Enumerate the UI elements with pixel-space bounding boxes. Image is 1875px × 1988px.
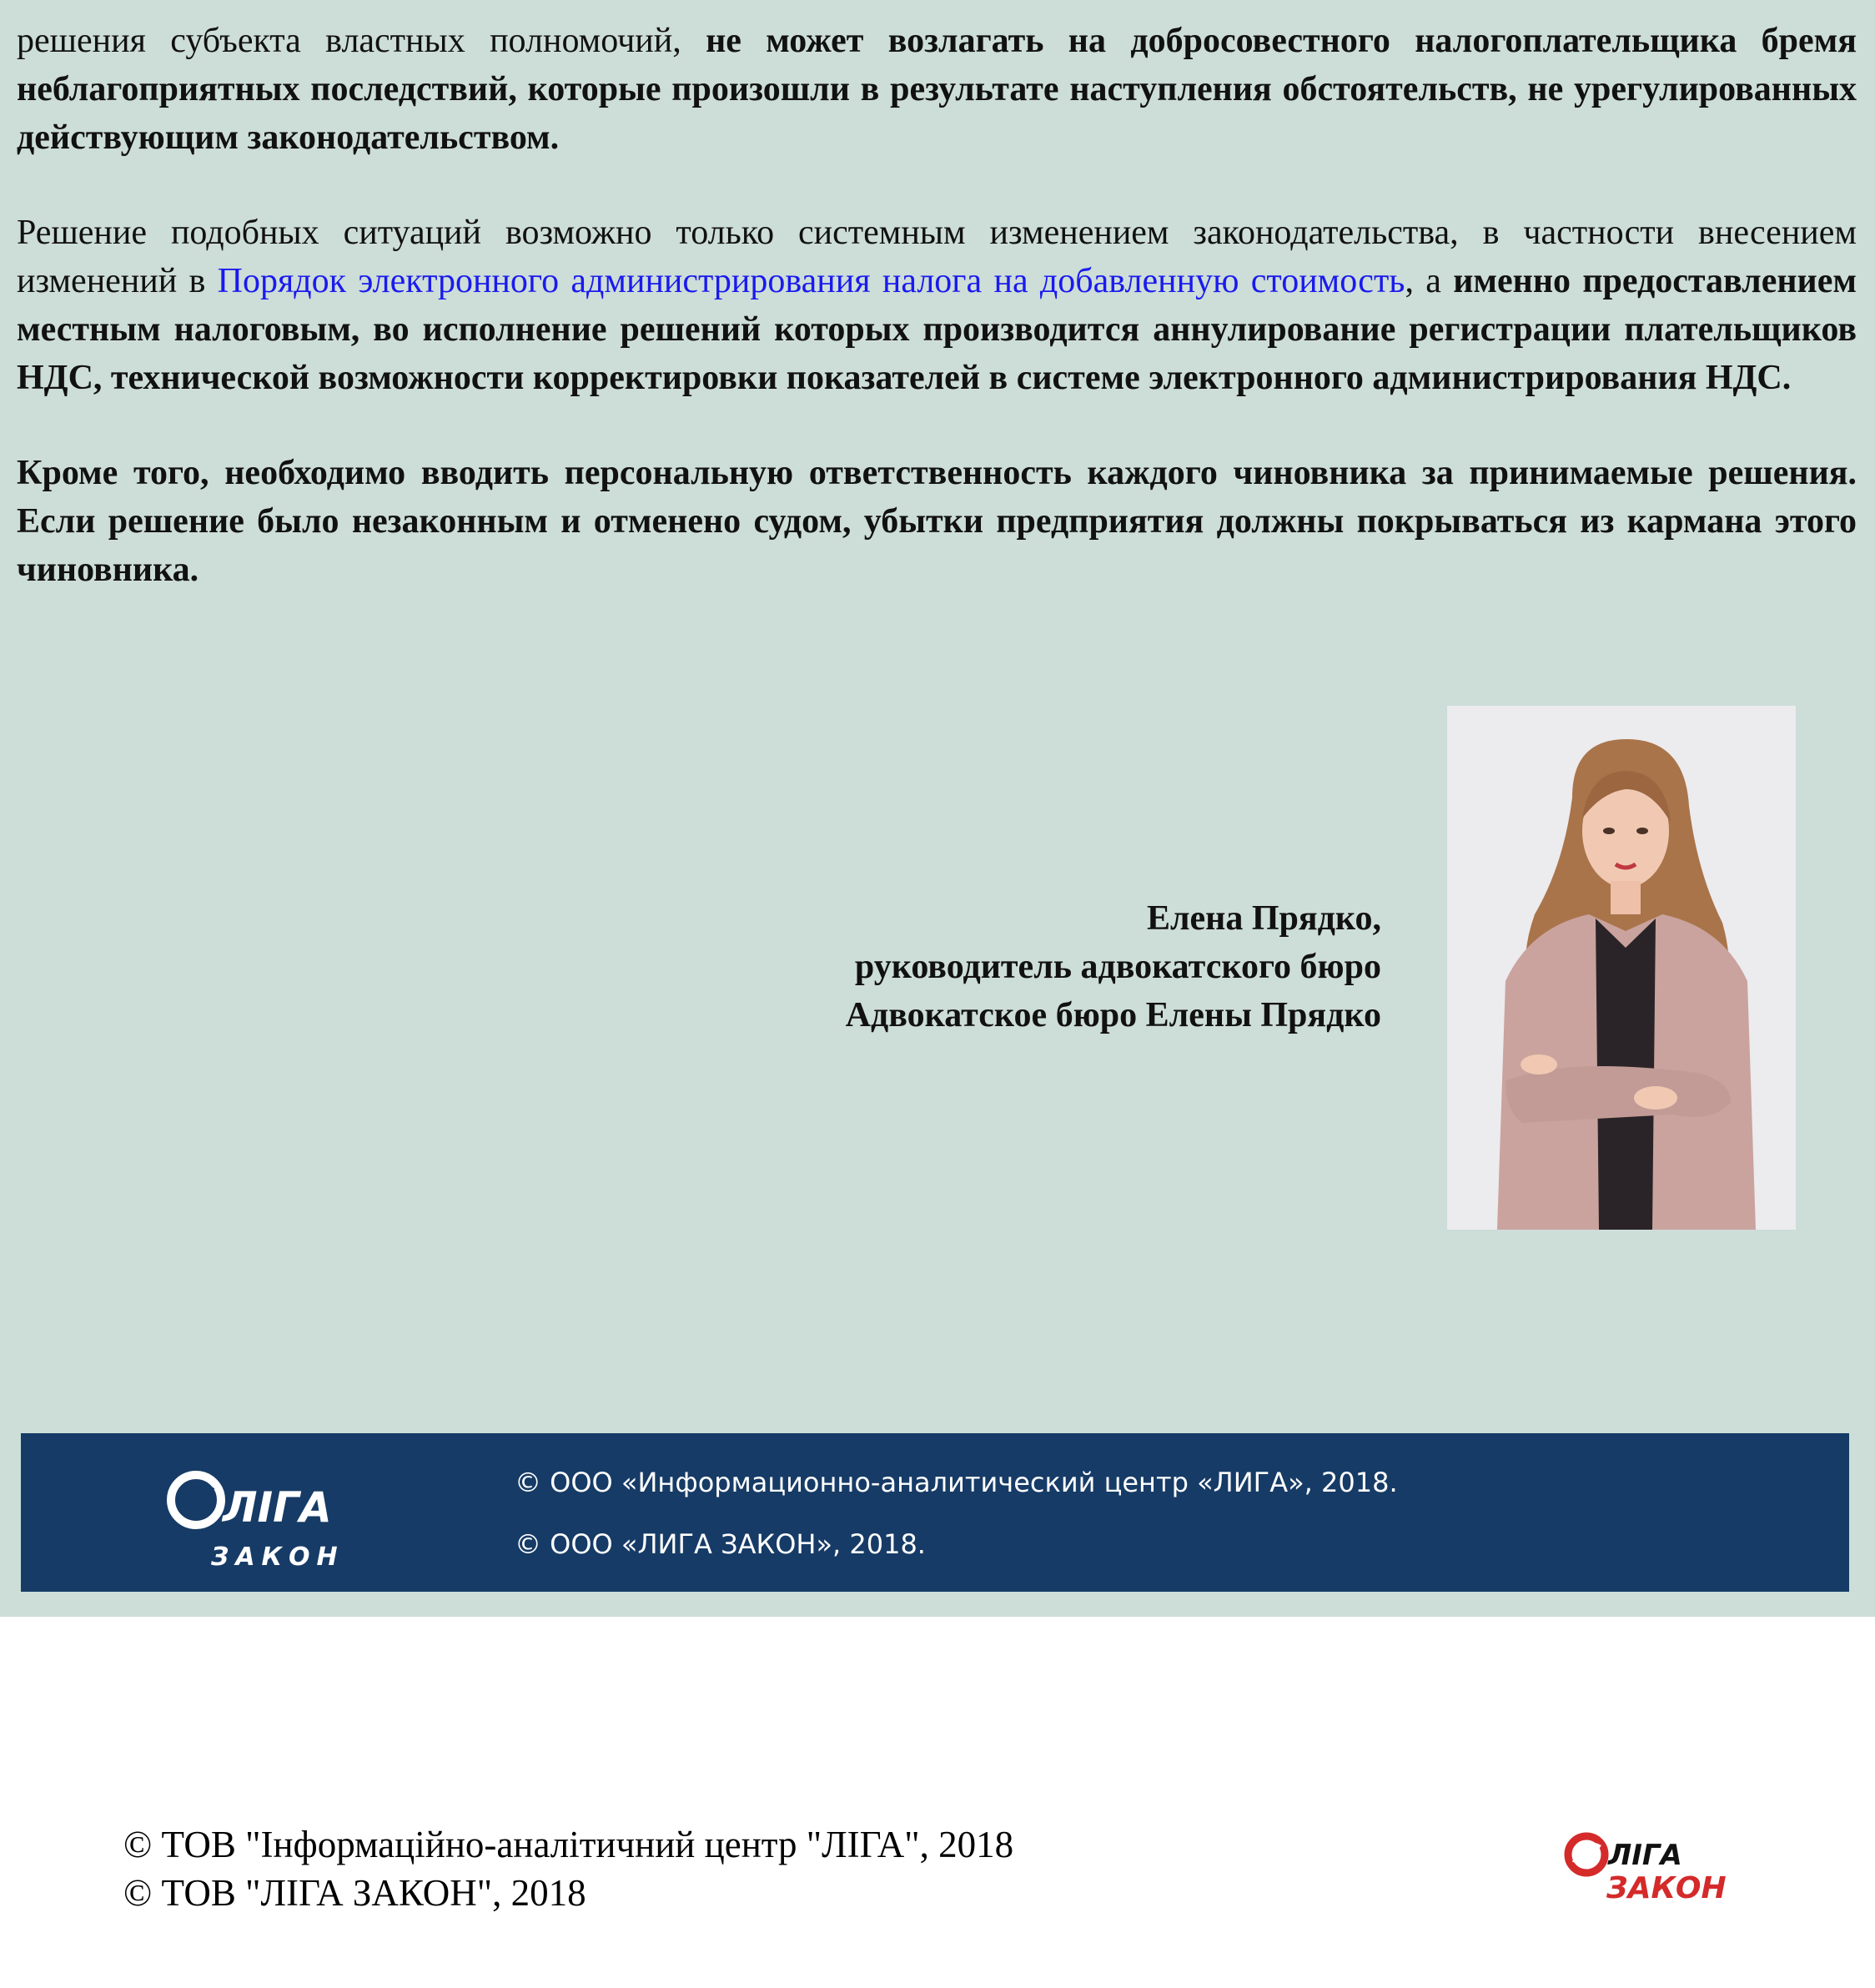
- paragraph-1-bold: не может возлагать на добросовестного налогоплательщика бремя неблагоприятных последствий, которые произошли в результате наступления обстоятельств, не урегулированных действующим законодательством.: [17, 22, 1857, 157]
- liga-logo-icon: [161, 1457, 386, 1573]
- liga-footer-logo-icon: [1558, 1821, 1747, 1905]
- paragraph-3: [17, 449, 1857, 594]
- page-footer: [123, 1820, 1013, 1917]
- footer-copyright-1: © ТОВ "Інформаційно-аналітичний центр "ЛІГА", 2018: [123, 1824, 1014, 1865]
- copyright-banner: [21, 1433, 1849, 1592]
- paragraph-1: [17, 17, 1857, 162]
- banner-logo-bottom: ЗАКОН: [211, 1543, 344, 1572]
- paragraph-2-text-mid: , а: [1405, 262, 1454, 300]
- footer-copyright-2: © ТОВ "ЛІГА ЗАКОН", 2018: [123, 1872, 586, 1914]
- vat-administration-link[interactable]: Порядок электронного администрирования налога на добавленную стоимость: [217, 262, 1405, 300]
- liga-zakon-logo: [161, 1457, 386, 1573]
- banner-logo-top: ЛІГА: [223, 1483, 332, 1532]
- banner-copyright-1: © ООО «Информационно-аналитический центр «ЛИГА», 2018.: [515, 1467, 1398, 1498]
- author-photo: [1447, 706, 1796, 1230]
- paragraph-2: [17, 209, 1857, 402]
- footer-logo-bottom: ЗАКОН: [1606, 1871, 1727, 1905]
- paragraph-3-bold: Кроме того, необходимо вводить персональную ответственность каждого чиновника за принимаемые решения. Если решение было незаконным и отменено судом, убытки предприятия должны покрываться из кармана этого чиновника.: [17, 454, 1857, 589]
- paragraph-2-bold: именно предоставлением местным налоговым, во исполнение решений которых производится аннулирование регистрации плательщиков НДС, технической возможности корректировки показателей в системе электронного администрирования НДС.: [17, 262, 1857, 397]
- article-body: [17, 17, 1857, 641]
- author-position: руководитель адвокатского бюро: [854, 948, 1381, 986]
- author-name: Елена Прядко,: [1146, 899, 1381, 938]
- author-portrait-illustration: [1447, 706, 1796, 1230]
- author-signature: [631, 894, 1381, 1039]
- paragraph-1-text: решения субъекта властных полномочий,: [17, 22, 706, 60]
- footer-logo: [1558, 1821, 1747, 1905]
- paragraph-2-text-start: Решение подобных ситуаций возможно только системным изменением законодательства, в частности внесением изменений в: [17, 214, 1857, 300]
- banner-copyright-2: © ООО «ЛИГА ЗАКОН», 2018.: [515, 1528, 926, 1560]
- footer-logo-top: ЛІГА: [1608, 1839, 1682, 1872]
- author-company: Адвокатское бюро Елены Прядко: [845, 996, 1381, 1034]
